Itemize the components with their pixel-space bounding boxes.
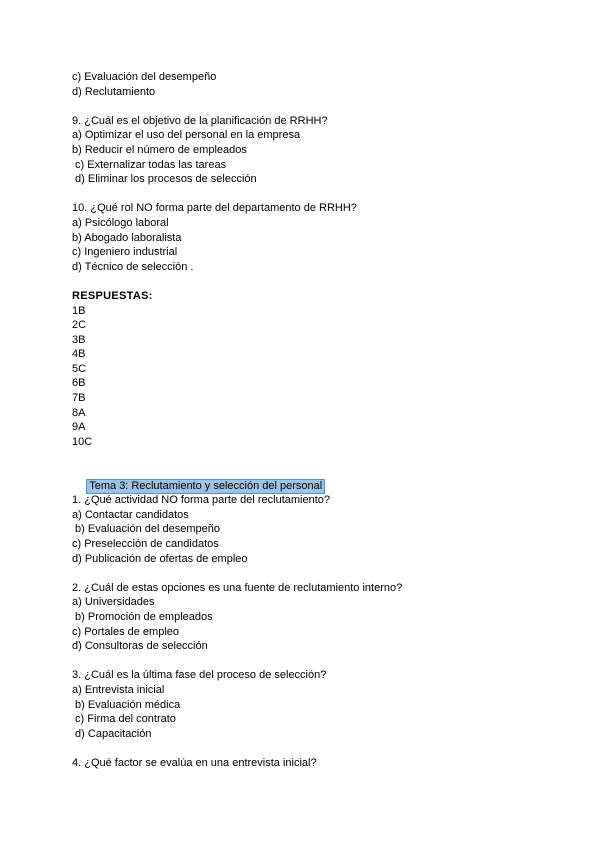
- option-line: d) Capacitación: [72, 727, 152, 740]
- option-line: a) Contactar candidatos: [72, 508, 189, 521]
- option-line: a) Entrevista inicial: [72, 683, 165, 696]
- option-line: c) Preselección de candidatos: [72, 538, 219, 550]
- answer-item: 1B: [72, 304, 86, 317]
- question-text: 1. ¿Qué actividad NO forma parte del reclutamiento?: [72, 494, 331, 507]
- option-line: d) Reclutamiento: [72, 85, 156, 98]
- answer-item: 3B: [72, 333, 86, 346]
- question-block: [72, 668, 552, 741]
- answer-item: 2C: [72, 319, 87, 332]
- question-text: 4. ¿Qué factor se evalúa en una entrevista inicial?: [72, 756, 317, 769]
- option-line: d) Publicación de ofertas de empleo: [72, 552, 248, 565]
- section-title-line: [72, 464, 552, 492]
- question-block: [72, 201, 552, 274]
- question-block: [72, 114, 552, 187]
- option-line: c) Externalizar todas las tareas: [72, 158, 227, 171]
- option-line: b) Reducir el número de empleados: [72, 143, 247, 156]
- section-title: Tema 3: Reclutamiento y selección del personal: [86, 479, 325, 494]
- document-page: [72, 70, 552, 771]
- answer-item: 5C: [72, 362, 87, 375]
- option-line: a) Optimizar el uso del personal en la empresa: [72, 129, 301, 142]
- question-block: [72, 493, 552, 566]
- question-text: 10. ¿Qué rol NO forma parte del departamento de RRHH?: [72, 202, 357, 215]
- option-line: d) Técnico de selección .: [72, 260, 194, 273]
- option-line: c) Evaluación del desempeño: [72, 71, 217, 83]
- option-line: b) Evaluación del desempeño: [72, 523, 220, 536]
- option-line: a) Universidades: [72, 596, 155, 609]
- option-line: c) Portales de empleo: [72, 625, 179, 638]
- answers-block: [72, 289, 552, 450]
- option-line: d) Eliminar los procesos de selección: [72, 173, 257, 186]
- answer-item: 4B: [72, 348, 86, 361]
- answer-item: 6B: [72, 377, 86, 390]
- answer-item: 10C: [72, 435, 93, 448]
- option-line: d) Consultoras de selección: [72, 640, 208, 653]
- option-line: c) Ingeniero industrial: [72, 246, 178, 259]
- option-line: b) Abogado laboralista: [72, 231, 182, 244]
- option-line: b) Promoción de empleados: [72, 610, 213, 623]
- question-text: 9. ¿Cuál es el objetivo de la planificación de RRHH?: [72, 114, 328, 127]
- option-line: a) Psicólogo laboral: [72, 216, 169, 229]
- question-text: 3. ¿Cuál es la última fase del proceso de selección?: [72, 669, 327, 682]
- option-line: b) Evaluación médica: [72, 698, 181, 711]
- answer-item: 8A: [72, 406, 86, 419]
- question-text: 2. ¿Cuál de estas opciones es una fuente de reclutamiento interno?: [72, 581, 403, 594]
- answer-item: 9A: [72, 421, 86, 434]
- option-line: c) Firma del contrato: [72, 713, 176, 726]
- answer-item: 7B: [72, 392, 86, 405]
- answers-title: RESPUESTAS:: [72, 289, 153, 302]
- question-block: [72, 581, 552, 654]
